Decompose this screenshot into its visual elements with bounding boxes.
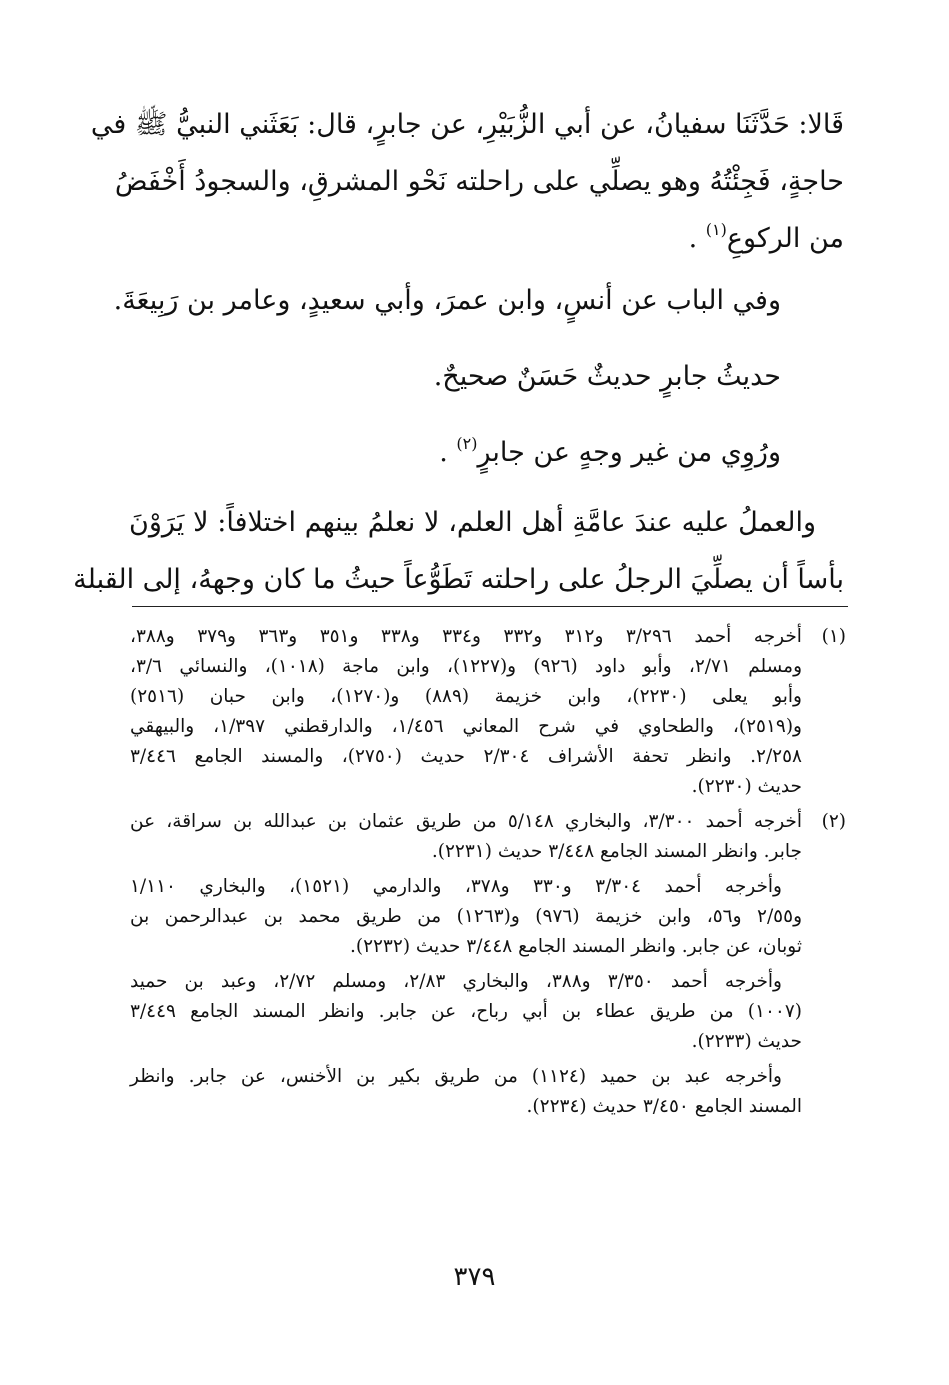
footnote-line: أخرجه أحمد ٣/٢٩٦ و٣١٢ و٣٣٢ و٣٣٤ و٣٣٨ و٣٥١ و٣٦٣ و٣٧٩ و٣٨٨،	[130, 626, 802, 647]
footnote-divider	[132, 606, 848, 607]
footnote-line: وأخرجه أحمد ٣/٣٥٠ و٣٨٨، والبخاري ٢/٨٣، ومسلم ٢/٧٢، وعبد بن حميد	[130, 971, 782, 992]
text-line: بأساً أن يصلِّيَ الرجلُ على راحلته تَطَوُّعاً حيثُ ما كان وجههُ، إلى القبلة	[73, 564, 844, 595]
page-number: ٣٧٩	[453, 1262, 496, 1292]
chapter-note	[114, 272, 781, 329]
scholars-practice-paragraph	[73, 494, 844, 608]
text-line: وفي الباب عن أنسٍ، وابن عمرَ، وأبي سعيدٍ، وعامر بن رَبِيعَةَ.	[113, 285, 781, 316]
narration-note	[439, 424, 781, 481]
footnote-line: ومسلم ٢/٧١، وأبو داود (٩٢٦) و(١٢٢٧)، وابن ماجة (١٠١٨)، والنسائي ٣/٦،	[130, 656, 803, 677]
footnote-line: ثوبان، عن جابر. وانظر المسند الجامع ٣/٤٤٨ حديث (٢٢٣٢).	[349, 936, 802, 957]
footnote-line: حديث (٢٢٣٣).	[691, 1031, 802, 1052]
text-line: حاجةٍ، فَجِئْتُهُ وهو يصلِّي على راحلته نَحْو المشرقِ، والسجودُ أَخْفَضُ	[114, 166, 844, 197]
footnote-line: جابر. وانظر المسند الجامع ٣/٤٤٨ حديث (٢٢٣١).	[431, 841, 802, 862]
footnote-1	[130, 622, 846, 802]
text-line: قَالا: حَدَّثَنَا سفيانُ، عن أبي الزُّبَيْرِ، عن جابرٍ، قال: بَعَثَني النبيُّ ﷺ في	[90, 109, 844, 140]
footnote-line: و٢/٥٥ و٥٦، وابن خزيمة (٩٧٦) و(١٢٦٣) من طريق محمد بن عبدالرحمن بن	[130, 906, 802, 927]
footnote-line: وأبو يعلى (٢٢٣٠)، وابن خزيمة (٨٨٩) و(١٢٧٠)، وابن حبان (٢٥١٦)	[130, 686, 802, 707]
footnote-2	[130, 807, 846, 867]
footnote-line: وأخرجه عبد بن حميد (١١٢٤) من طريق بكير بن الأخنس، عن جابر. وانظر	[130, 1066, 782, 1087]
footnote-number: (٢)	[821, 811, 846, 832]
footnote-line: ٢/٢٥٨. وانظر تحفة الأشراف ٢/٣٠٤ حديث (٢٧٥٠)، والمسند الجامع ٣/٤٤٦	[130, 746, 802, 767]
footnote-line: حديث (٢٢٣٠).	[691, 776, 802, 797]
text-line: حديثُ جابرٍ حديثٌ حَسَنٌ صحيحٌ.	[433, 361, 781, 392]
hadith-grading	[434, 348, 781, 405]
footnote-line: (١٠٠٧) من طريق عطاء بن أبي رباح، عن جابر. وانظر المسند الجامع ٣/٤٤٩	[130, 1001, 802, 1022]
footnote-line: المسند الجامع ٣/٤٥٠ حديث (٢٢٣٤).	[526, 1096, 802, 1117]
text-fragment: من الركوعِ	[726, 223, 844, 254]
footnotes-section	[130, 622, 846, 1122]
footnote-reference[interactable]: (٢)	[456, 434, 478, 453]
text-fragment: .	[688, 223, 706, 254]
text-line	[129, 210, 844, 267]
footnote-2-additional-source	[130, 967, 846, 1057]
text-fragment: ورُوِي من غير وجهٍ عن جابرٍ	[477, 437, 781, 468]
footnote-line: و(٢٥١٩)، والطحاوي في شرح المعاني ١/٤٥٦، والدارقطني ١/٣٩٧، والبيهقي	[130, 716, 802, 737]
hadith-paragraph	[90, 96, 844, 267]
footnote-line: أخرجه أحمد ٣/٣٠٠، والبخاري ٥/١٤٨ من طريق عثمان بن عبدالله بن سراقة، عن	[130, 811, 802, 832]
footnote-number: (١)	[821, 626, 846, 647]
footnote-2-additional-source	[130, 872, 846, 962]
text-fragment: .	[439, 437, 457, 468]
footnote-reference[interactable]: (١)	[705, 220, 727, 239]
footnote-line: وأخرجه أحمد ٣/٣٠٤ و٣٣٠ و٣٧٨، والدارمي (١٥٢١)، والبخاري ١/١١٠	[130, 876, 782, 897]
footnote-2-additional-source	[130, 1062, 846, 1122]
text-line: والعملُ عليه عندَ عامَّةِ أهل العلم، لا نعلمُ بينهم اختلافاً: لا يَرَوْنَ	[129, 507, 816, 538]
